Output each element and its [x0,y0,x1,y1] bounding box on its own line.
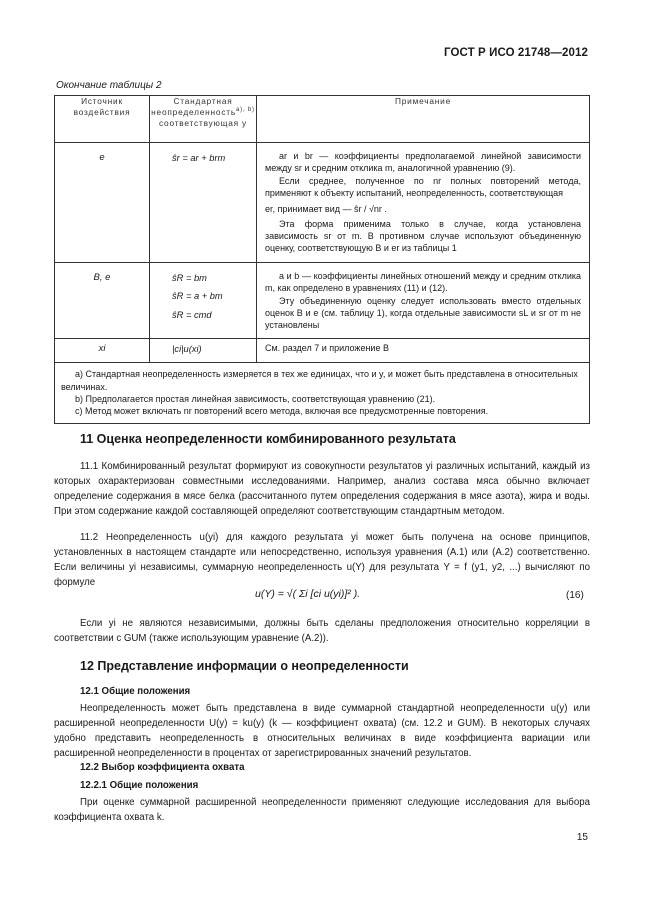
row-formula: ŝr = ar + brm [150,143,257,263]
equation-number: (16) [566,590,584,601]
row-source: e [55,143,150,263]
section-11-title: 11 Оценка неопределенности комбинированного результата [80,432,456,446]
page-number: 15 [576,832,588,843]
paragraph-11-3: Если yi не являются независимыми, должны быть сделаны предположения относительно корреляции в соответствии с GUM (также использующим уравнение (А.2)). [54,618,590,644]
footnote: b) Предполагается простая линейная зависимость, соответствующая уравнению (21). [75,394,436,405]
subsection-12-2-1: 12.2.1 Общие положения [80,780,199,791]
header-uncertainty: Стандартная неопределенность$^{а), b)}$ соответствующая y [150,96,257,143]
table-row [55,143,590,263]
row-formula: ŝR = bm ŝR = a + bm ŝR = cmd [150,263,257,339]
paragraph-11-2: 11.2 Неопределенность u(yi) для каждого результата yi может быть получена на основе принципов, установленных в настоящем стандарте или непосредственно, используя уравнения (А.1) или (А.2) соответственно. Если величины yi независимы, суммарную неопределенность u(Y) для результата Y = f (y1, y2, ...) вычисляют по формуле [54,532,590,588]
table-header-row [55,96,590,143]
uncertainty-table [54,95,590,424]
footnote: c) Метод может включать nr повторений всего метода, включая все предусмотренные повторения. [75,406,489,417]
table-row [55,263,590,339]
row-note: См. раздел 7 и приложение В [257,339,590,363]
row-source: B, e [55,263,150,339]
table-footnotes [55,363,590,424]
row-source: xi [55,339,150,363]
row-note: a и b — коэффициенты линейных отношений между и средним отклика m, как определено в уравнениях (11) и (12). Эту объединенную оценку следует использовать вместо отдельных оценок B и e (см. таблицу 1), когда отдельные зависимости sL и sr от m не установлены [257,263,590,339]
subsection-12-2: 12.2 Выбор коэффициента охвата [80,762,245,773]
paragraph-11-1: 11.1 Комбинированный результат формируют из совокупности результатов yi различных испытаний, каждый из которых охарактеризован совместными исследованиями. Например, анализ состава мяса обычно включает определение содержания в мясе белка (рассчитанного путем определения содержания в мясе азота), жира и воды. При этом содержание каждой составляющей определяют соответствующим стандартным методом. [54,461,590,517]
table-caption: Окончание таблицы 2 [56,80,162,91]
paragraph-12-1: Неопределенность может быть представлена в виде суммарной стандартной неопределенности u(y) или расширенной неопределенности U(y) = ku(y) (k — коэффициент охвата) (см. 12.2 и GUM). В некоторых случаях удобно представить неопределенность в относительных величинах в виде коэффициента вариации или расширенной неопределенности в процентах от зарегистрированных значений результатов. [54,703,590,759]
section-12-title: 12 Представление информации о неопределенности [80,659,409,673]
table-row [55,339,590,363]
subsection-12-1: 12.1 Общие положения [80,686,191,697]
standard-header: ГОСТ Р ИСО 21748—2012 [443,47,588,59]
row-formula: |ci|u(xi) [150,339,257,363]
header-source: Источник воздействия [55,96,150,143]
header-note: Примечание [257,96,590,143]
row-note: ar и br — коэффициенты предполагаемой линейной зависимости между sr и средним отклика m, аналогичной уравнению (9). Если среднее, полученное по nr полных повторений метода, применяют к объекту испытаний, неопределенность, соответствующая er, принимает вид — ŝr / √nr . Эта форма применима только в случае, когда установлена зависимость sr от m. В противном случае используют объединенную оценку, соответствующую B и er из таблицы 1 [257,143,590,263]
footnote: а) Стандартная неопределенность измеряется в тех же единицах, что и y, и может быть представлена в относительных величинах. [61,369,578,392]
paragraph-12-2-1: При оценке суммарной расширенной неопределенности применяют следующие исследования для выбора коэффициента охвата k. [54,797,590,823]
equation-16: u(Y) = √( Σi [ci u(yi)]² ). [255,588,361,600]
